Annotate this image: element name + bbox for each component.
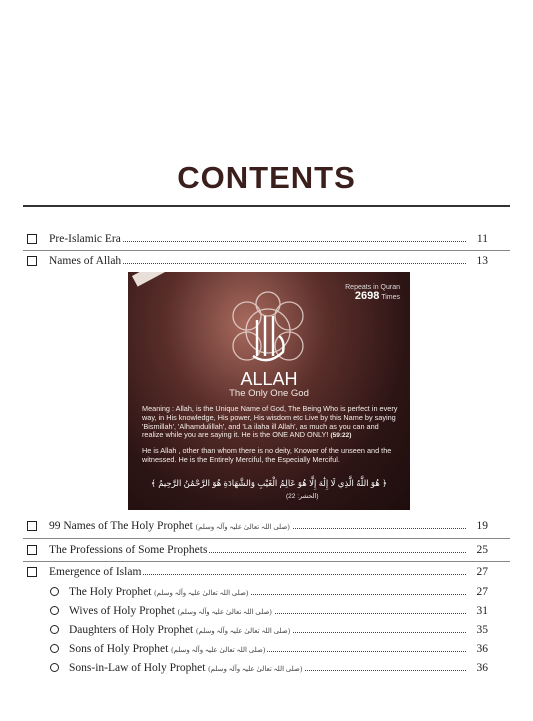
bullet-circle-icon	[50, 644, 59, 653]
honorific: (صلی اللہ تعالیٰ علیہ وآلہ وسلم)	[177, 608, 272, 616]
banner-meaning	[142, 405, 400, 465]
toc-entry-title: 99 Names of The Holy Prophet (صلی اللہ تعالیٰ علیہ وآلہ وسلم)	[49, 518, 292, 535]
honorific: (صلی اللہ تعالیٰ علیہ وآلہ وسلم)	[195, 523, 290, 531]
entry-divider	[23, 250, 510, 251]
checkbox-square-icon	[27, 567, 37, 577]
honorific: (صلی اللہ تعالیٰ علیہ وآلہ وسلم)	[171, 646, 266, 654]
entry-divider	[23, 538, 510, 539]
checkbox-square-icon	[27, 256, 37, 266]
toc-entry-title: The Holy Prophet (صلی اللہ تعالیٰ علیہ وآلہ وسلم)	[69, 584, 250, 601]
toc-page-number: 31	[466, 603, 488, 619]
allah-name-banner	[128, 272, 410, 510]
verse-reference: (الحشر: 22)	[286, 493, 319, 500]
bullet-circle-icon	[50, 625, 59, 634]
bullet-circle-icon	[50, 663, 59, 672]
banner-subtitle: The Only One God	[229, 388, 309, 399]
honorific: (صلی اللہ تعالیٰ علیہ وآلہ وسلم)	[196, 627, 291, 635]
toc-page-number: 27	[466, 584, 488, 600]
repeats-count: 2698	[354, 290, 380, 302]
toc-entry-pre-islamic-era[interactable]	[23, 231, 488, 247]
repeats-label: Repeats in Quran	[345, 284, 400, 291]
toc-subentry-holy-prophet[interactable]	[23, 584, 488, 600]
toc-entry-professions[interactable]	[23, 542, 488, 558]
toc-entry-title: Emergence of Islam	[49, 566, 142, 578]
entry-divider	[23, 561, 510, 562]
toc-page-number: 13	[466, 253, 488, 269]
repeats-counter	[345, 284, 400, 302]
honorific: (صلی اللہ تعالیٰ علیہ وآلہ وسلم)	[154, 589, 249, 597]
toc-entry-title: Daughters of Holy Prophet (صلی اللہ تعالیٰ علیہ وآلہ وسلم)	[69, 622, 292, 639]
checkbox-square-icon	[27, 545, 37, 555]
toc-page-number: 36	[466, 660, 488, 676]
corner-tag	[132, 272, 184, 287]
toc-subentry-sons[interactable]	[23, 641, 488, 657]
banner-name: ALLAH	[240, 369, 298, 389]
toc-entry-title: Names of Allah	[49, 255, 122, 267]
toc-page-number: 27	[466, 564, 488, 580]
toc-entry-title: Sons-in-Law of Holy Prophet (صلی اللہ تعالیٰ علیہ وآلہ وسلم)	[69, 660, 304, 677]
toc-subentry-sons-in-law[interactable]	[23, 660, 488, 676]
bullet-circle-icon	[50, 606, 59, 615]
honorific: (صلی اللہ تعالیٰ علیہ وآلہ وسلم)	[208, 665, 303, 673]
toc-page-number: 35	[466, 622, 488, 638]
toc-entry-title: The Professions of Some Prophets	[49, 544, 208, 556]
bullet-circle-icon	[50, 587, 59, 596]
checkbox-square-icon	[27, 234, 37, 244]
toc-subentry-daughters[interactable]	[23, 622, 488, 638]
meaning-translation: He is Allah , other than whom there is no deity, Knower of the unseen and the witnessed. He is the Entirely Merciful, the Especially Merciful.	[142, 446, 392, 464]
toc-page-number: 36	[466, 641, 488, 657]
calligraphy-ornament-icon	[223, 286, 313, 376]
toc-subentry-wives[interactable]	[23, 603, 488, 619]
title-divider	[23, 205, 510, 207]
toc-entry-names-of-allah[interactable]	[23, 253, 488, 269]
toc-entry-title: Pre-Islamic Era	[49, 233, 121, 245]
toc-entry-title: Sons of Holy Prophet (صلی اللہ تعالیٰ علیہ وآلہ وسلم)	[69, 641, 267, 658]
checkbox-square-icon	[27, 521, 37, 531]
toc-page-number: 25	[466, 542, 488, 558]
toc-entry-emergence-of-islam[interactable]	[23, 564, 488, 580]
toc-page-number: 19	[466, 518, 488, 534]
meaning-text: Meaning : Allah, is the Unique Name of God, The Being Who is perfect in every way, in His knowledge, His power, His wisdom etc Live by this Name by saying 'Bismillah', 'Alhamdulillah', and 'La ilaha ill Allah', as much as you can and realize while you are saying it. He is the ONE AND ONLY!	[142, 404, 398, 440]
page-title: CONTENTS	[177, 160, 356, 195]
toc-entry-99-names[interactable]	[23, 518, 488, 534]
toc-entry-title: Wives of Holy Prophet (صلی اللہ تعالیٰ علیہ وآلہ وسلم)	[69, 603, 274, 620]
meaning-reference: (59:22)	[330, 432, 352, 440]
repeats-unit: Times	[381, 294, 400, 301]
toc-page-number: 11	[466, 231, 488, 247]
quran-verse: ﴿ هُوَ اللَّهُ الَّذِي لَا إِلَٰهَ إِلَّا هُوَ عَالِمُ الْغَيْبِ وَالشَّهَادَةِ هُوَ الرَّحْمَٰنُ الرَّحِيمُ ﴾	[150, 478, 388, 488]
